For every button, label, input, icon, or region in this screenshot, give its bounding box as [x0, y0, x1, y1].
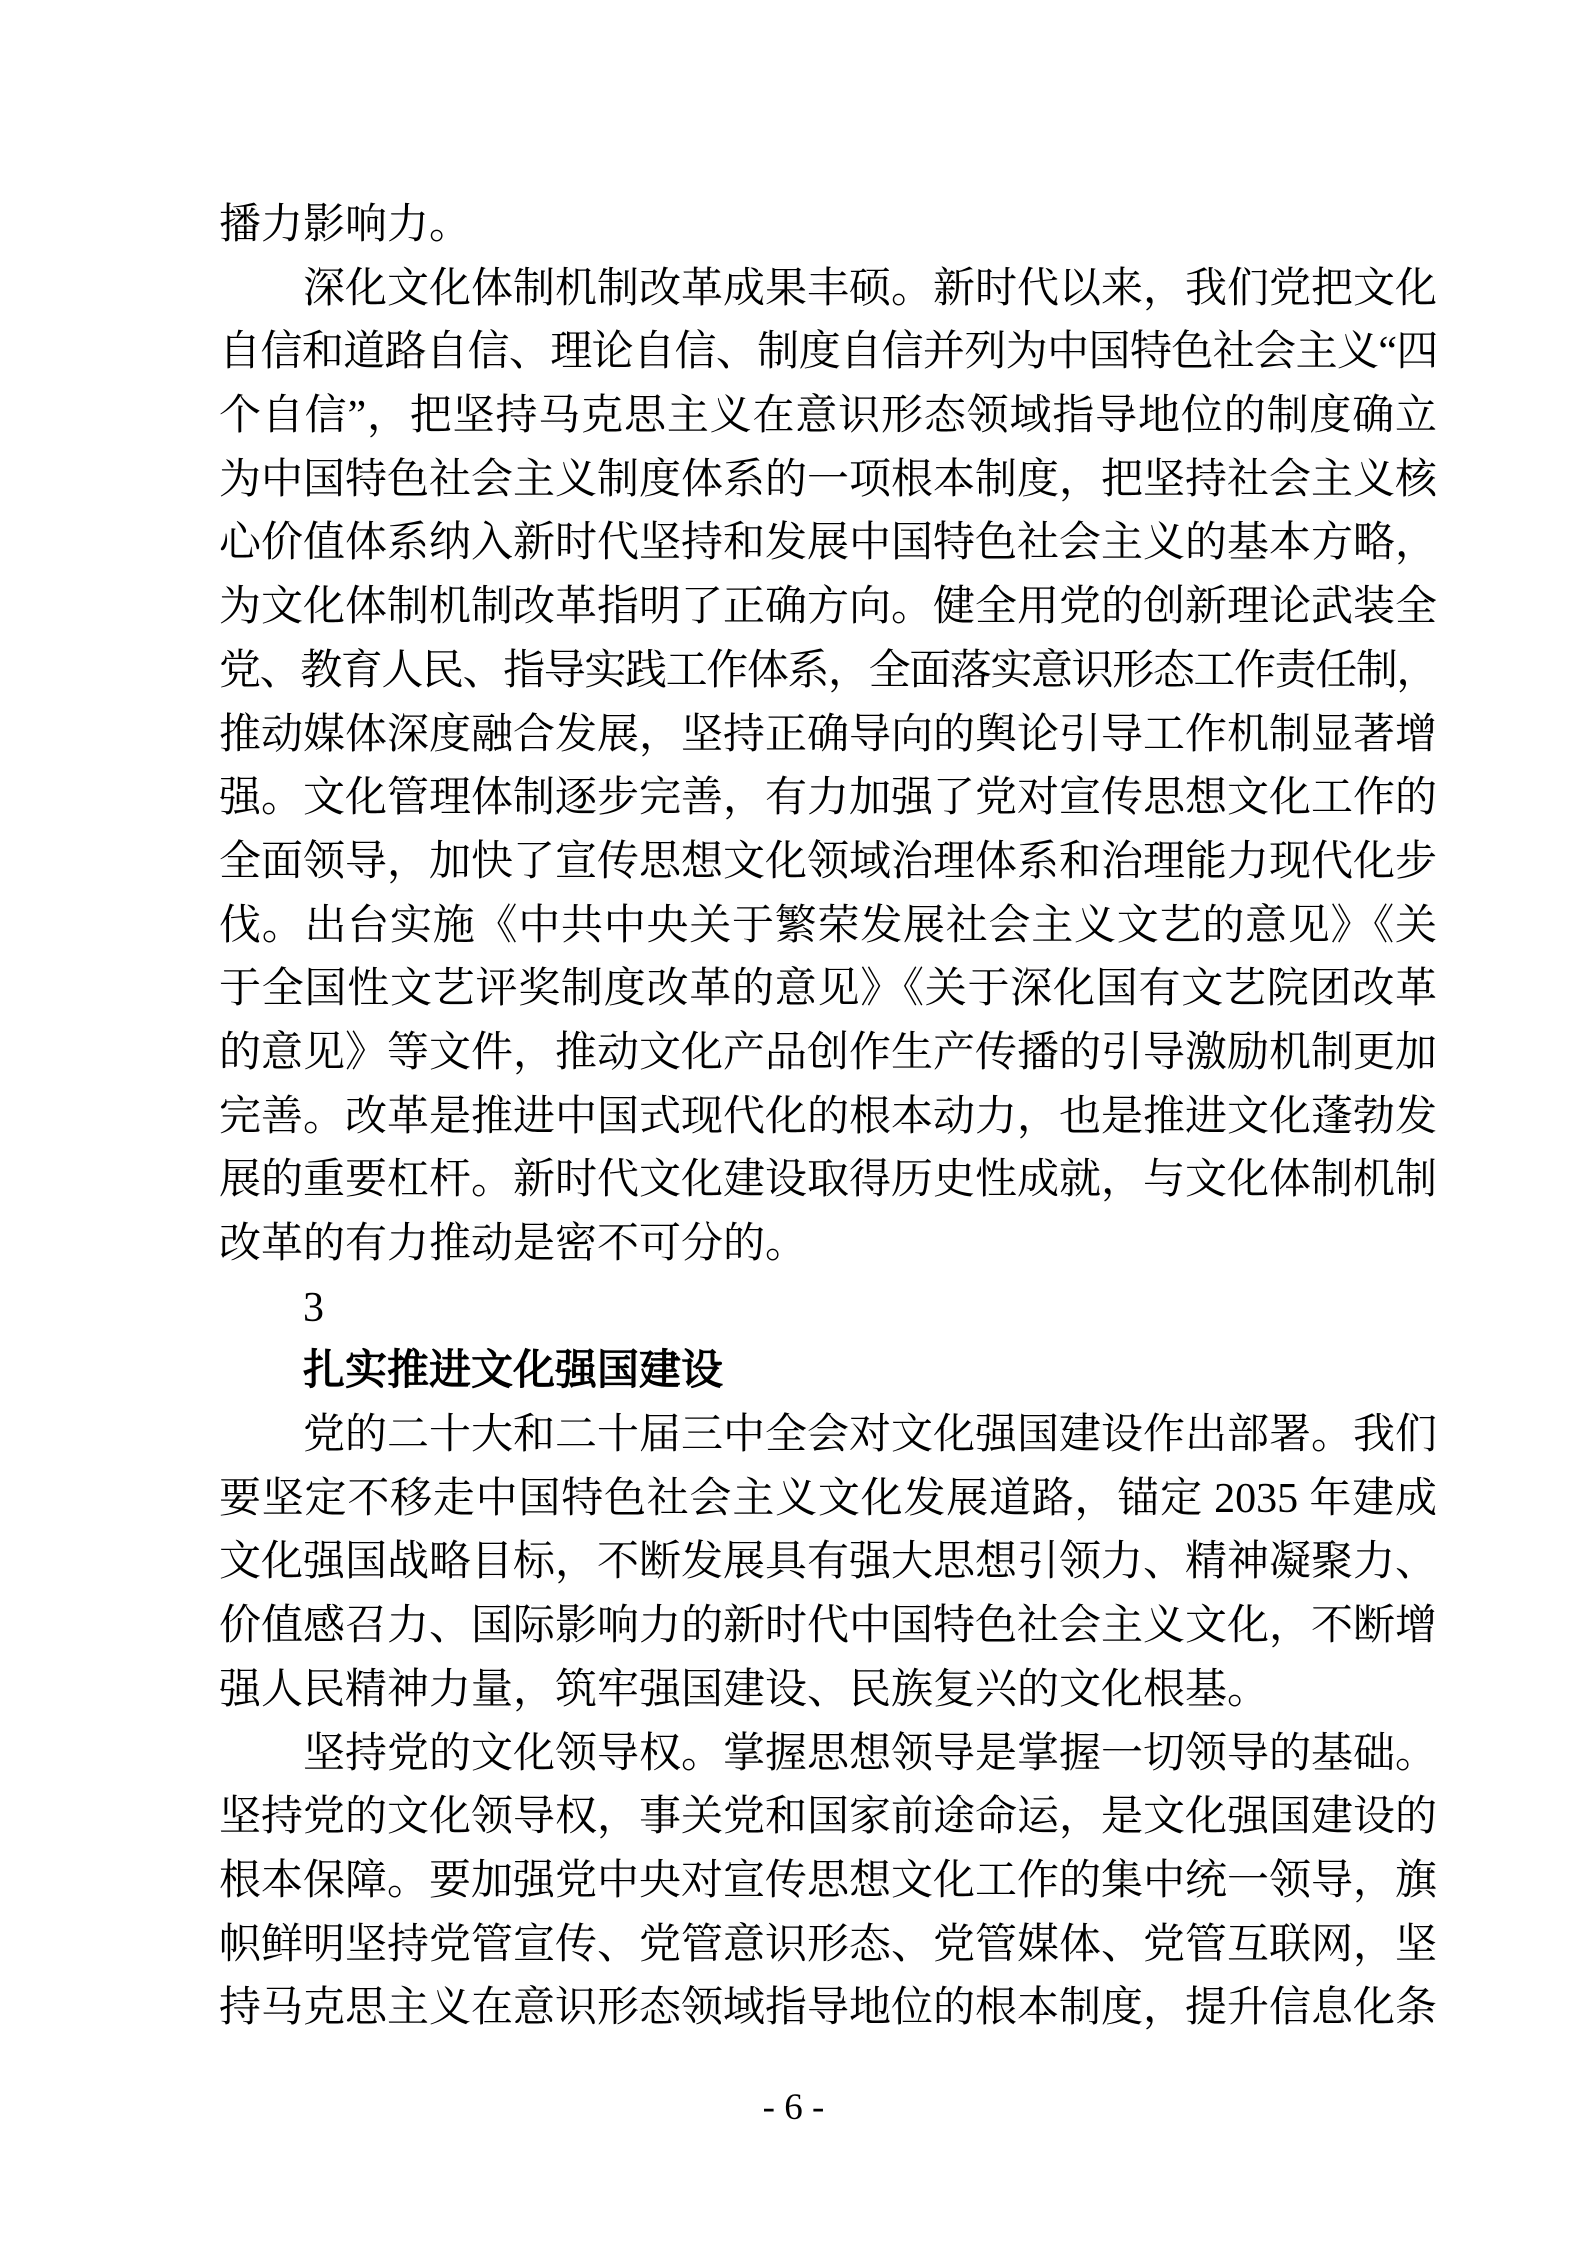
- text-line: 要坚定不移走中国特色社会主义文化发展道路，锚定 2035 年建成: [219, 1475, 1437, 1522]
- section-heading: 扎实推进文化强国建设: [303, 1348, 724, 1395]
- text-line: 展的重要杠杆。新时代文化建设取得历史性成就，与文化体制机制: [219, 1157, 1438, 1204]
- text-line: 强人民精神力量，筑牢强国建设、民族复兴的文化根基。: [219, 1666, 1270, 1713]
- text-line: 文化强国战略目标，不断发展具有强大思想引领力、精神凝聚力、: [219, 1539, 1438, 1586]
- text-line: 改革的有力推动是密不可分的。: [219, 1221, 808, 1267]
- text-line: 深化文化体制机制改革成果丰硕。新时代以来，我们党把文化: [303, 265, 1438, 312]
- text-line: 的意见》等文件，推动文化产品创作生产传播的引导激励机制更加: [219, 1029, 1438, 1076]
- text-line: 根本保障。要加强党中央对宣传思想文化工作的集中统一领导，旗: [219, 1857, 1438, 1904]
- text-line: 伐。出台实施《中共中央关于繁荣发展社会主义文艺的意见》《关: [219, 902, 1437, 949]
- text-line: 价值感召力、国际影响力的新时代中国特色社会主义文化，不断增: [219, 1603, 1438, 1650]
- text-line: 为文化体制机制改革指明了正确方向。健全用党的创新理论武装全: [219, 584, 1438, 631]
- text-line: 全面领导，加快了宣传思想文化领域治理体系和治理能力现代化步: [219, 838, 1438, 885]
- page-number: - 6 -: [762, 2087, 825, 2128]
- text-line: 心价值体系纳入新时代坚持和发展中国特色社会主义的基本方略，: [219, 520, 1438, 567]
- text-block: [219, 194, 1437, 2041]
- text-line: 完善。改革是推进中国式现代化的根本动力，也是推进文化蓬勃发: [219, 1093, 1438, 1140]
- text-line: 为中国特色社会主义制度体系的一项根本制度，把坚持社会主义核: [219, 456, 1438, 503]
- section-number: 3: [303, 1284, 324, 1331]
- text-line: 坚持党的文化领导权。掌握思想领导是掌握一切领导的基础。: [303, 1730, 1438, 1777]
- text-line: 帜鲜明坚持党管宣传、党管意识形态、党管媒体、党管互联网，坚: [219, 1921, 1438, 1968]
- text-line: 党、教育人民、指导实践工作体系，全面落实意识形态工作责任制，: [219, 647, 1437, 694]
- text-line: 推动媒体深度融合发展，坚持正确导向的舆论引导工作机制显著增: [219, 711, 1438, 758]
- text-line: 强。文化管理体制逐步完善，有力加强了党对宣传思想文化工作的: [219, 775, 1438, 822]
- text-line: 自信和道路自信、理论自信、制度自信并列为中国特色社会主义“四: [219, 329, 1437, 376]
- text-line: 持马克思主义在意识形态领域指导地位的根本制度，提升信息化条: [219, 1985, 1438, 2032]
- text-line: 于全国性文艺评奖制度改革的意见》《关于深化国有文艺院团改革: [219, 966, 1437, 1013]
- text-line: 坚持党的文化领导权，事关党和国家前途命运，是文化强国建设的: [219, 1794, 1438, 1841]
- text-line: 个自信”，把坚持马克思主义在意识形态领域指导地位的制度确立: [219, 393, 1437, 440]
- text-line: 播力影响力。: [219, 202, 472, 248]
- text-line: 党的二十大和二十届三中全会对文化强国建设作出部署。我们: [303, 1412, 1438, 1459]
